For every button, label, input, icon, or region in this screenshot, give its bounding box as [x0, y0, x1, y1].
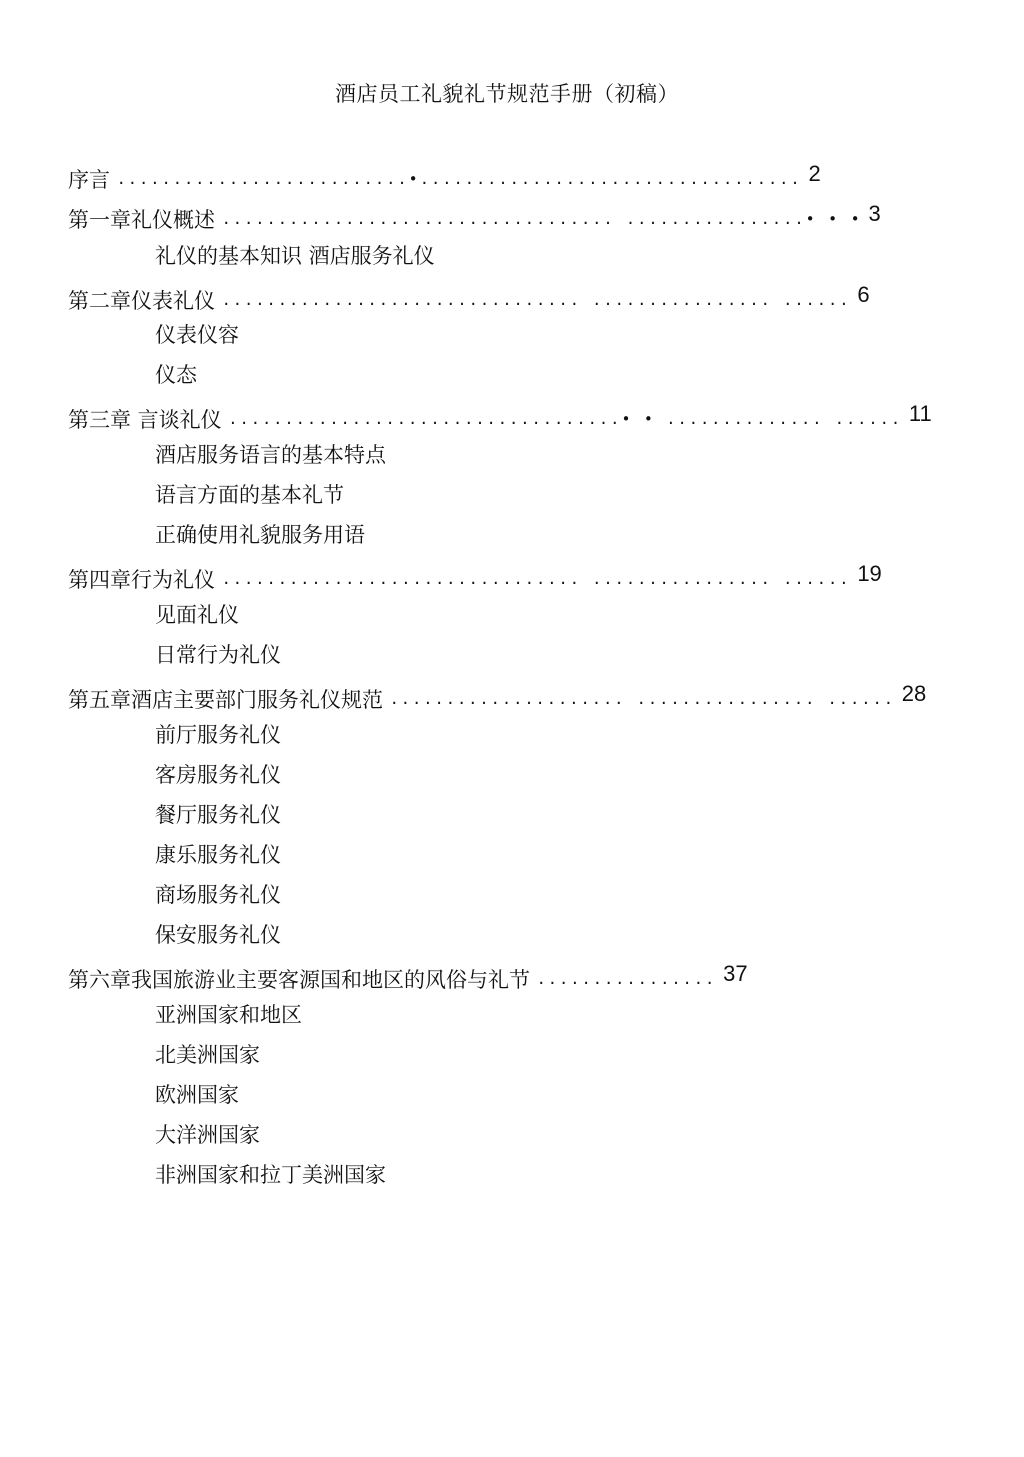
toc-page-number: 11 [908, 401, 932, 426]
toc-subentry[interactable]: 欧洲国家 [155, 1083, 239, 1107]
toc-page-number: 28 [901, 681, 927, 706]
toc-entry-chapter-5[interactable] [68, 680, 926, 714]
toc-entry-chapter-2[interactable] [68, 281, 870, 315]
toc-subentry[interactable]: 正确使用礼貌服务用语 [155, 523, 365, 547]
toc-subentry[interactable]: 客房服务礼仪 [155, 763, 281, 787]
toc-entry-chapter-1[interactable] [68, 200, 881, 234]
toc-subentry[interactable]: 康乐服务礼仪 [155, 843, 281, 867]
toc-entry-label: 第二章仪表礼仪 [68, 289, 215, 313]
toc-entry-label: 第三章 言谈礼仪 [68, 408, 222, 432]
document-title: 酒店员工礼貌礼节规范手册（初稿） [335, 82, 679, 106]
toc-subentry[interactable]: 前厅服务礼仪 [155, 723, 281, 747]
toc-subentry[interactable]: 商场服务礼仪 [155, 883, 281, 907]
toc-leader: ................................ ................ ...... [221, 291, 851, 309]
toc-leader: ..........................•.................................. [116, 170, 802, 188]
toc-leader: ..................... ................ ...... [389, 690, 896, 708]
toc-page-number: 6 [857, 282, 870, 307]
toc-subentry[interactable]: 餐厅服务礼仪 [155, 803, 281, 827]
toc-subentry[interactable]: 北美洲国家 [155, 1043, 260, 1067]
toc-leader: ................................ ................ ...... [221, 570, 851, 588]
toc-page-number: 37 [723, 961, 748, 986]
toc-entry-label: 第六章我国旅游业主要客源国和地区的风俗与礼节 [68, 968, 530, 992]
toc-subentry[interactable]: 非洲国家和拉丁美洲国家 [155, 1163, 386, 1187]
toc-subentry[interactable]: 日常行为礼仪 [155, 643, 281, 667]
toc-entry-chapter-3[interactable] [68, 400, 932, 434]
toc-subentry[interactable]: 仪态 [155, 363, 197, 387]
toc-page-number: 3 [868, 201, 881, 226]
toc-entry-label: 第五章酒店主要部门服务礼仪规范 [68, 688, 383, 712]
toc-subentry[interactable]: 仪表仪容 [155, 323, 239, 347]
toc-subentry[interactable]: 语言方面的基本礼节 [155, 483, 344, 507]
toc-page-number: 2 [808, 161, 821, 186]
toc-subentry[interactable]: 酒店服务语言的基本特点 [155, 443, 386, 467]
toc-subentry[interactable]: 见面礼仪 [155, 603, 239, 627]
toc-entry-preface[interactable] [68, 160, 821, 194]
toc-entry-chapter-4[interactable] [68, 560, 882, 594]
toc-subentry[interactable]: 礼仪的基本知识 酒店服务礼仪 [155, 244, 435, 268]
toc-entry-label: 第一章礼仪概述 [68, 208, 215, 232]
toc-leader: ................ [536, 970, 717, 988]
toc-leader: ...................................• • .............. ...... [228, 410, 903, 428]
toc-entry-chapter-6[interactable] [68, 960, 748, 994]
toc-page-number: 19 [857, 561, 882, 586]
toc-entry-label: 序言 [68, 168, 110, 192]
toc-subentry[interactable]: 大洋洲国家 [155, 1123, 260, 1147]
toc-leader: ................................... ................• • • [221, 210, 862, 228]
toc-subentry[interactable]: 保安服务礼仪 [155, 923, 281, 947]
toc-subentry[interactable]: 亚洲国家和地区 [155, 1003, 302, 1027]
toc-entry-label: 第四章行为礼仪 [68, 568, 215, 592]
